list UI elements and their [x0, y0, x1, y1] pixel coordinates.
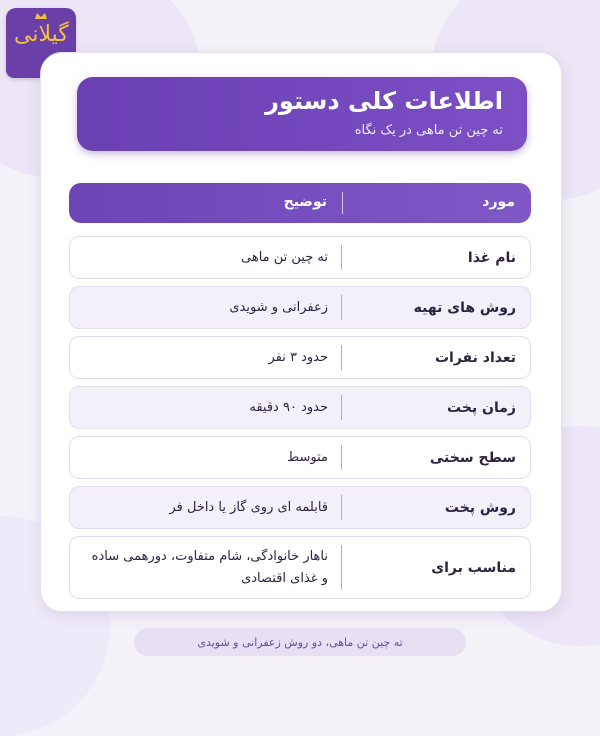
- table-row: [69, 486, 531, 529]
- row-description: ناهار خانوادگی، شام متفاوت، دورهمی ساده و غذای اقتصادی: [91, 548, 328, 586]
- footer-caption: ته چین تن ماهی، دو روش زعفرانی و شویدی: [134, 628, 466, 656]
- table-row: [69, 236, 531, 279]
- page-title: اطلاعات کلی دستور: [265, 87, 503, 115]
- column-divider: [342, 192, 343, 214]
- table-row: [69, 336, 531, 379]
- row-description: متوسط: [287, 449, 328, 465]
- row-divider: [341, 295, 342, 320]
- row-divider: [341, 495, 342, 520]
- row-item: سطح سختی: [429, 449, 516, 466]
- row-item: تعداد نفرات: [434, 349, 516, 366]
- row-item: روش پخت: [444, 499, 516, 516]
- table-row: [69, 436, 531, 479]
- logo-script-text: گیلانی: [14, 22, 69, 47]
- row-item: نام غذا: [467, 249, 516, 266]
- row-description: زعفرانی و شویدی: [229, 299, 328, 315]
- row-divider: [341, 395, 342, 420]
- row-divider: [341, 445, 342, 470]
- row-divider: [341, 245, 342, 270]
- column-header-description: توضیح: [283, 194, 327, 210]
- table-row: [69, 536, 531, 599]
- column-header-item: مورد: [482, 194, 515, 210]
- table-row: [69, 286, 531, 329]
- row-item: روش های تهیه: [413, 299, 516, 316]
- card-header: [77, 77, 527, 151]
- recipe-info-card: [40, 52, 562, 612]
- page-subtitle: ته چین تن ماهی در یک نگاه: [354, 123, 503, 138]
- row-divider: [341, 345, 342, 370]
- table-row: [69, 386, 531, 429]
- row-description: ته چین تن ماهی: [241, 249, 328, 265]
- table-header: [69, 183, 531, 223]
- row-description: قابلمه ای روی گاز یا داخل فر: [169, 499, 328, 515]
- row-item: مناسب برای: [431, 559, 516, 576]
- row-description: حدود ۹۰ دقیقه: [249, 399, 328, 415]
- row-item: زمان پخت: [447, 399, 516, 416]
- row-description: حدود ۳ نفر: [268, 349, 328, 365]
- row-divider: [341, 545, 342, 590]
- crown-icon: [34, 10, 48, 20]
